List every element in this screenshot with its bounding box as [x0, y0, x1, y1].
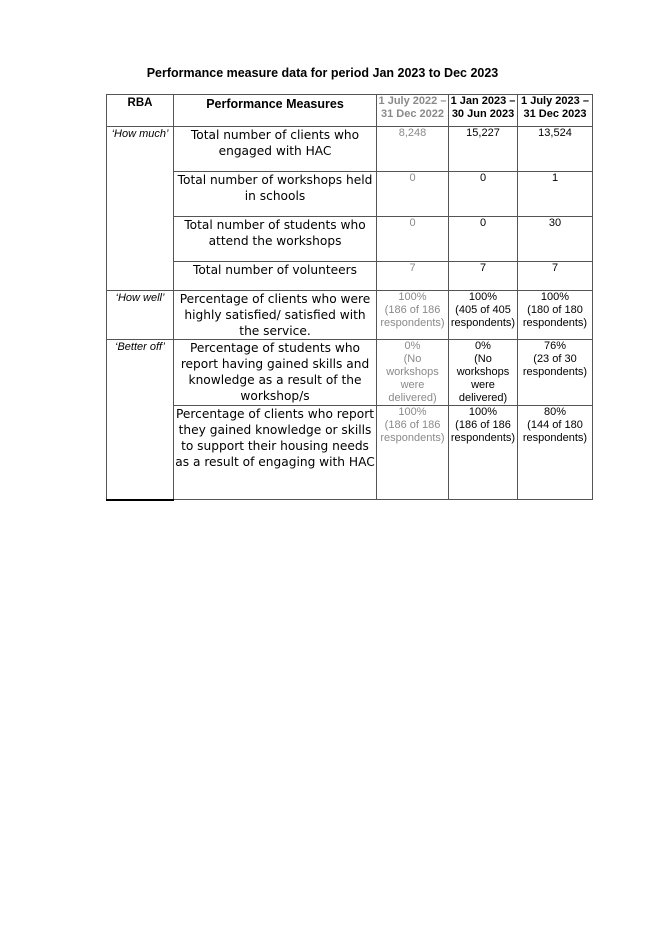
measure-cell: Percentage of clients who were highly satisfied/ satisfied with the service.	[174, 291, 377, 340]
rba-how-well: ‘How well’	[107, 291, 174, 340]
value-line: respondents)	[450, 317, 516, 329]
value-line: respondents)	[380, 317, 445, 329]
header-period-2-line-1: 1 Jan 2023 –	[450, 95, 516, 107]
table-row	[107, 127, 593, 172]
value-period-1	[377, 291, 449, 340]
value-period-2	[449, 127, 518, 172]
value-line: 0%	[404, 340, 421, 352]
value-line: 0	[409, 217, 416, 229]
value-period-2	[449, 217, 518, 262]
table-row	[107, 291, 593, 340]
value-line: 7	[479, 262, 487, 274]
table-row	[107, 340, 593, 406]
value-period-2	[449, 172, 518, 217]
value-period-3	[518, 340, 593, 406]
value-line: (405 of 405	[455, 304, 511, 316]
header-period-3-line-2: 31 Dec 2023	[523, 108, 587, 120]
value-line: 76%	[543, 340, 567, 352]
measure-cell: Percentage of students who report having gained skills and knowledge as a result of the workshop/s	[174, 340, 377, 406]
table-row	[107, 217, 593, 262]
value-line: (No	[403, 353, 422, 365]
value-line: 1	[551, 172, 559, 184]
value-line: were	[400, 379, 425, 391]
value-period-2	[449, 291, 518, 340]
value-period-1	[377, 172, 449, 217]
value-period-2	[449, 406, 518, 500]
value-period-1	[377, 127, 449, 172]
table-row	[107, 406, 593, 500]
value-line: workshops	[456, 366, 510, 378]
value-period-1	[377, 262, 449, 291]
value-line: delivered)	[388, 392, 437, 404]
measure-cell: Total number of clients who engaged with HAC	[174, 127, 377, 172]
value-period-1	[377, 217, 449, 262]
value-period-3	[518, 217, 593, 262]
header-rba: RBA	[107, 95, 174, 127]
value-line: 100%	[468, 406, 498, 418]
page-title: Performance measure data for period Jan 2023 to Dec 2023	[146, 66, 499, 80]
value-line: 100%	[398, 291, 427, 303]
measure-cell: Total number of workshops held in schools	[174, 172, 377, 217]
value-period-2	[449, 262, 518, 291]
value-line: respondents)	[522, 317, 588, 329]
value-period-3	[518, 172, 593, 217]
measure-cell: Total number of volunteers	[174, 262, 377, 291]
rba-better-off: ‘Better off’	[107, 340, 174, 500]
value-line: 30	[548, 217, 562, 229]
value-line: (144 of 180	[527, 419, 583, 431]
value-line: respondents)	[380, 432, 445, 444]
header-period-3-line-1: 1 July 2023 –	[521, 95, 589, 107]
header-performance-measures: Performance Measures	[174, 95, 377, 127]
value-period-1	[377, 406, 449, 500]
value-line: 13,524	[538, 127, 572, 139]
value-line: 100%	[398, 406, 427, 418]
header-period-1	[377, 95, 449, 127]
table-row	[107, 262, 593, 291]
value-line: were	[471, 379, 495, 391]
value-line: 100%	[468, 291, 498, 303]
value-line: 0	[479, 172, 487, 184]
value-line: 0	[479, 217, 487, 229]
value-period-3	[518, 291, 593, 340]
value-line: 15,227	[466, 127, 500, 139]
header-period-3	[518, 95, 593, 127]
value-period-3	[518, 406, 593, 500]
header-period-2-line-2: 30 Jun 2023	[451, 108, 515, 120]
value-line: workshops	[386, 366, 439, 378]
value-line: (186 of 186	[384, 304, 441, 316]
value-line: 7	[409, 262, 416, 274]
value-period-3	[518, 262, 593, 291]
measure-cell: Percentage of clients who report they gained knowledge or skills to support their housing needs as a result of engaging with HAC	[174, 406, 377, 500]
value-line: (23 of 30	[533, 353, 577, 365]
value-line: respondents)	[522, 366, 588, 378]
header-row	[107, 95, 593, 127]
value-period-1	[377, 340, 449, 406]
header-period-2	[449, 95, 518, 127]
value-line: (186 of 186	[455, 419, 511, 431]
value-line: 80%	[543, 406, 567, 418]
value-line: delivered)	[458, 392, 508, 404]
performance-measures-table	[106, 94, 593, 501]
value-period-3	[518, 127, 593, 172]
value-period-2	[449, 340, 518, 406]
value-line: respondents)	[522, 432, 588, 444]
value-line: 0%	[475, 340, 491, 352]
value-line: respondents)	[450, 432, 516, 444]
value-line: 7	[551, 262, 559, 274]
measure-cell: Total number of students who attend the workshops	[174, 217, 377, 262]
value-line: (No	[474, 353, 492, 365]
rba-how-much: ‘How much’	[107, 127, 174, 291]
value-line: (186 of 186	[384, 419, 441, 431]
value-line: 8,248	[398, 127, 427, 139]
header-period-1-line-1: 1 July 2022 –	[378, 95, 447, 107]
header-period-1-line-2: 31 Dec 2022	[381, 108, 444, 120]
value-line: 0	[409, 172, 416, 184]
value-line: 100%	[540, 291, 570, 303]
value-line: (180 of 180	[527, 304, 583, 316]
table-row	[107, 172, 593, 217]
